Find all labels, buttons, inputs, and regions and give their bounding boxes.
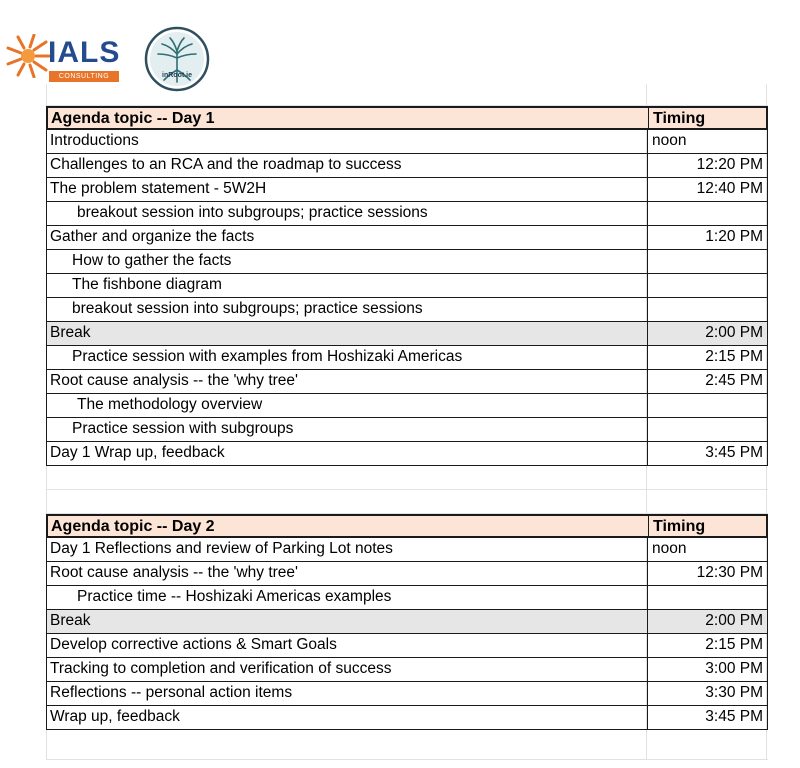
agenda-row — [46, 562, 768, 586]
agenda-timing-cell: 2:15 PM — [647, 346, 767, 369]
ials-logo — [6, 26, 121, 84]
agenda-topic-cell: Gather and organize the facts — [50, 228, 255, 245]
agenda-row — [46, 418, 768, 442]
agenda-topic-cell: Challenges to an RCA and the roadmap to success — [50, 156, 402, 173]
agenda-topic-cell: Root cause analysis -- the 'why tree' — [50, 372, 298, 389]
empty-grid-row — [46, 466, 768, 490]
agenda-row — [46, 634, 768, 658]
agenda-row — [46, 178, 768, 202]
empty-grid-row — [46, 736, 768, 760]
agenda-topic-cell: Day 1 Reflections and review of Parking Lot notes — [50, 540, 393, 557]
break-row — [46, 610, 768, 634]
agenda-timing-cell: 3:45 PM — [647, 706, 767, 729]
agenda-timing-cell: 2:00 PM — [647, 322, 767, 345]
agenda-topic-cell: Day 1 Wrap up, feedback — [50, 444, 225, 461]
agenda-timing-cell: noon — [647, 538, 767, 561]
agenda-timing-cell — [647, 202, 767, 225]
agenda-row — [46, 130, 768, 154]
agenda-row — [46, 274, 768, 298]
agenda-timing-cell: 3:00 PM — [647, 658, 767, 681]
break-row — [46, 322, 768, 346]
agenda-row — [46, 706, 768, 730]
agenda-topic-cell: breakout session into subgroups; practice sessions — [77, 204, 428, 221]
inroot-logo — [144, 26, 210, 92]
agenda-row — [46, 298, 768, 322]
agenda-topic-cell: Practice session with subgroups — [72, 420, 294, 437]
agenda-timing-cell: 2:00 PM — [647, 610, 767, 633]
agenda-row — [46, 370, 768, 394]
agenda-row — [46, 154, 768, 178]
inroot-text: inRoot.ie — [162, 72, 192, 79]
agenda-topic-cell: The fishbone diagram — [72, 276, 222, 293]
spreadsheet — [46, 84, 768, 760]
agenda-topic-cell: Agenda topic -- Day 2 — [51, 518, 215, 535]
agenda-topic-cell: Root cause analysis -- the 'why tree' — [50, 564, 298, 581]
agenda-topic-cell: breakout session into subgroups; practice sessions — [72, 300, 423, 317]
agenda-timing-cell: Timing — [648, 108, 768, 128]
agenda-topic-cell: Practice time -- Hoshizaki Americas examples — [77, 588, 392, 605]
agenda-topic-cell: Break — [50, 612, 91, 629]
agenda-row — [46, 346, 768, 370]
agenda-timing-cell — [647, 250, 767, 273]
agenda-row — [46, 682, 768, 706]
agenda-timing-cell: 12:20 PM — [647, 154, 767, 177]
agenda-timing-cell: noon — [647, 130, 767, 153]
agenda-timing-cell: 3:45 PM — [647, 442, 767, 465]
agenda-topic-cell: Introductions — [50, 132, 139, 149]
agenda-header-row — [46, 514, 768, 538]
agenda-row — [46, 394, 768, 418]
agenda-row — [46, 538, 768, 562]
agenda-topic-cell: Develop corrective actions & Smart Goals — [50, 636, 337, 653]
agenda-timing-cell — [647, 298, 767, 321]
agenda-timing-cell: 12:30 PM — [647, 562, 767, 585]
agenda-topic-cell: Agenda topic -- Day 1 — [51, 110, 215, 127]
agenda-timing-cell: 3:30 PM — [647, 682, 767, 705]
agenda-timing-cell — [647, 274, 767, 297]
agenda-timing-cell — [647, 418, 767, 441]
agenda-timing-cell — [647, 586, 767, 609]
agenda-timing-cell — [647, 394, 767, 417]
ials-wordmark: IALS — [48, 36, 121, 69]
agenda-timing-cell: Timing — [648, 516, 768, 536]
agenda-row — [46, 250, 768, 274]
agenda-timing-cell: 12:40 PM — [647, 178, 767, 201]
agenda-topic-cell: Wrap up, feedback — [50, 708, 180, 725]
agenda-timing-cell: 1:20 PM — [647, 226, 767, 249]
ials-subtitle: CONSULTING — [49, 71, 119, 82]
empty-grid-row — [46, 490, 768, 514]
agenda-topic-cell: The problem statement - 5W2H — [50, 180, 267, 197]
empty-grid-row — [46, 84, 768, 106]
agenda-topic-cell: Break — [50, 324, 91, 341]
agenda-row — [46, 586, 768, 610]
sun-icon — [6, 34, 50, 78]
agenda-topic-cell: Reflections -- personal action items — [50, 684, 293, 701]
agenda-topic-cell: How to gather the facts — [72, 252, 232, 269]
agenda-row — [46, 202, 768, 226]
agenda-topic-cell: The methodology overview — [77, 396, 263, 413]
agenda-timing-cell: 2:15 PM — [647, 634, 767, 657]
agenda-header-row — [46, 106, 768, 130]
agenda-timing-cell: 2:45 PM — [647, 370, 767, 393]
agenda-row — [46, 226, 768, 250]
agenda-row — [46, 442, 768, 466]
agenda-row — [46, 658, 768, 682]
agenda-topic-cell: Tracking to completion and verification of success — [50, 660, 392, 677]
agenda-topic-cell: Practice session with examples from Hoshizaki Americas — [72, 348, 463, 365]
